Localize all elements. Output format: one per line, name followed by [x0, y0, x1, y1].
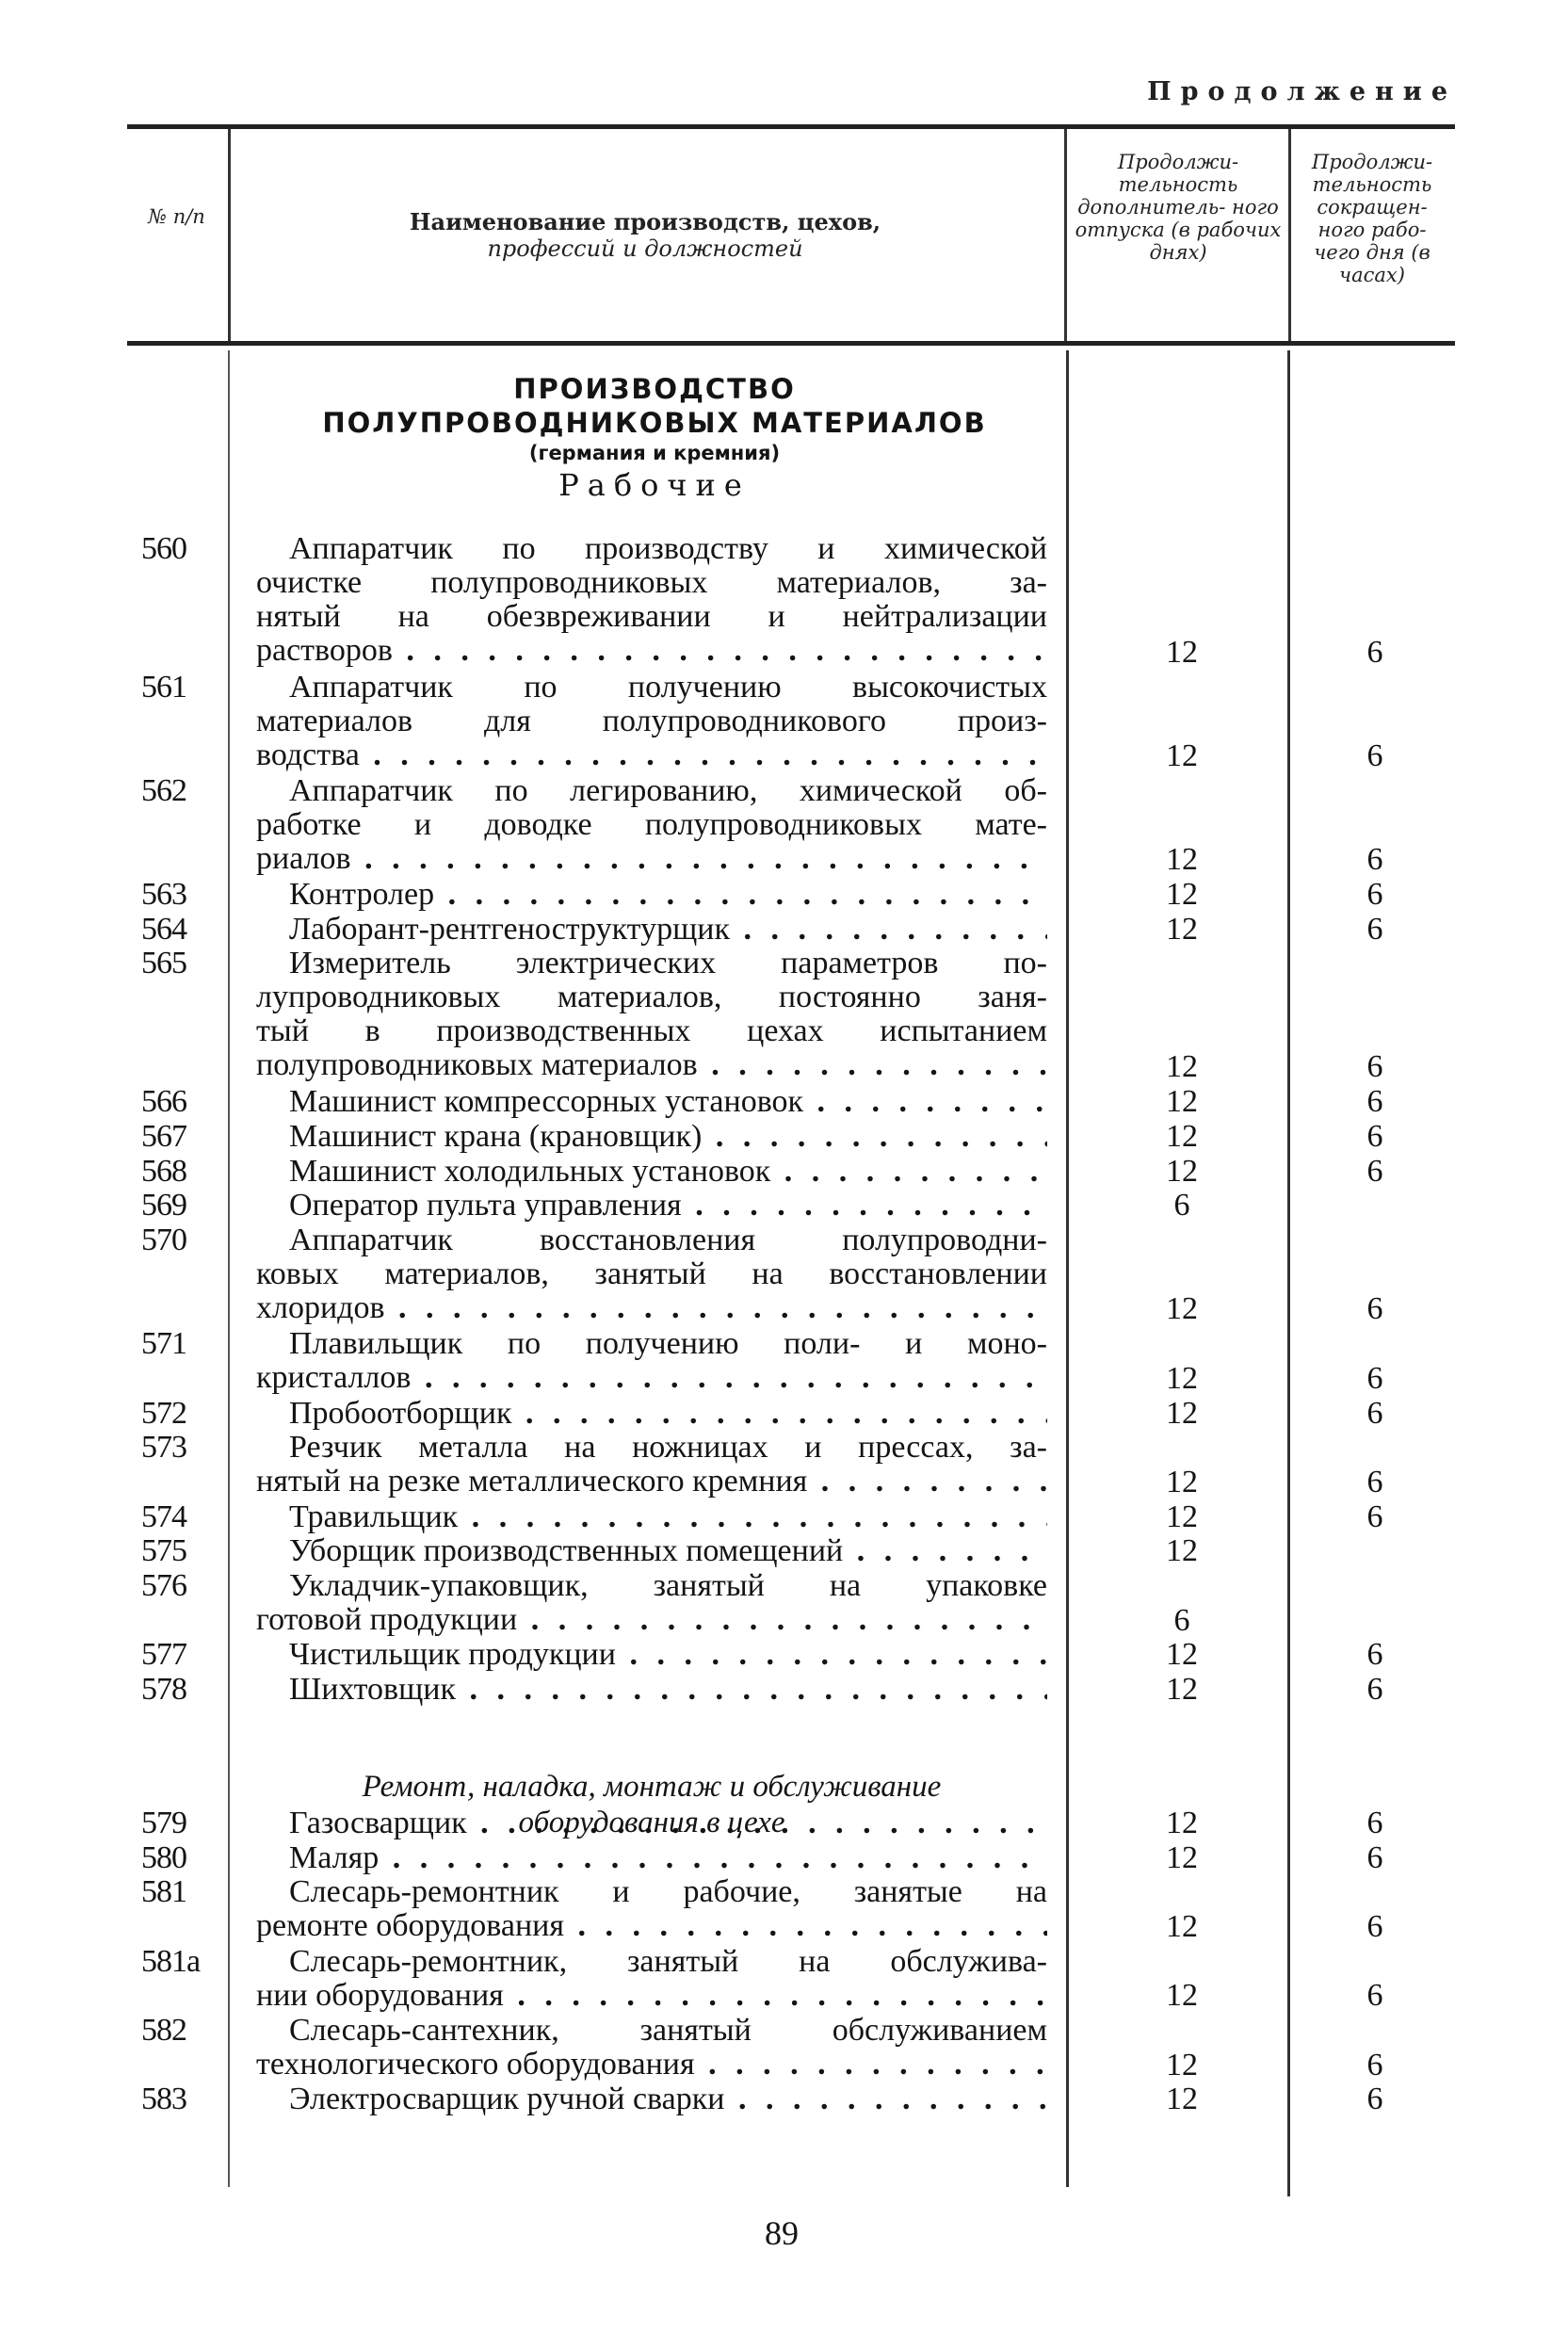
continuation-label: Продолжение — [1147, 77, 1457, 106]
short-day-hours: 6 — [1366, 1908, 1383, 1944]
occupation-line: Машинист крана (крановщик) . . . — [256, 1120, 1047, 1154]
section-title-line1: ПРОИЗВОДСТВО — [513, 373, 796, 405]
short-day-hours: 6 — [1366, 738, 1383, 774]
extra-leave-days: 12 — [1166, 1360, 1198, 1396]
header-name-line2: профессий и должностей — [487, 235, 803, 262]
occupation-line: Машинист компрессорных установок . . . — [256, 1085, 1047, 1119]
occupation-line: риалов . . . — [256, 842, 1047, 876]
header-name — [231, 209, 1059, 262]
short-day-hours: 6 — [1366, 1153, 1383, 1189]
occupation-line: Машинист холодильных установок . . . — [256, 1155, 1047, 1189]
body-divider-1 — [228, 350, 230, 2187]
row-number: 568 — [141, 1153, 186, 1189]
occupation-name — [256, 1431, 1047, 1499]
body-divider-2 — [1066, 350, 1069, 2187]
short-day-hours: 6 — [1366, 1395, 1383, 1431]
occupation-name — [256, 878, 1047, 912]
extra-leave-days: 6 — [1173, 1602, 1190, 1638]
occupation-name — [256, 1397, 1047, 1431]
occupation-line: нятый на обезвреживании и нейтрализации — [256, 600, 1047, 634]
extra-leave-days: 12 — [1166, 877, 1198, 912]
occupation-name — [256, 1223, 1047, 1325]
row-number: 570 — [141, 1223, 186, 1257]
occupation-line: Электросварщик ручной сварки . . . — [256, 2082, 1047, 2116]
section-title — [240, 372, 1069, 504]
row-number: 577 — [141, 1637, 186, 1673]
short-day-hours: 6 — [1366, 1464, 1383, 1499]
occupation-line: Шихтовщик . . . — [256, 1673, 1047, 1707]
extra-leave-days: 12 — [1166, 2082, 1198, 2117]
section-title-line2: ПОЛУПРОВОДНИКОВЫХ МАТЕРИАЛОВ — [322, 407, 987, 439]
page-number: 89 — [765, 2214, 799, 2252]
row-number: 569 — [141, 1188, 186, 1223]
occupation-line: Оператор пульта управления . . . — [256, 1189, 1047, 1223]
occupation-name — [256, 913, 1047, 947]
occupation-line: кристаллов . . . — [256, 1361, 1047, 1395]
occupation-name — [256, 1120, 1047, 1154]
header-divider-3 — [1288, 129, 1291, 341]
occupation-line: Лаборант-рентгеноструктурщик . . . — [256, 913, 1047, 947]
row-number: 578 — [141, 1672, 186, 1708]
extra-leave-days: 12 — [1166, 842, 1198, 878]
occupation-line: Аппаратчик по производству и химической — [289, 532, 1047, 566]
extra-leave-days: 12 — [1166, 1153, 1198, 1189]
extra-leave-days: 12 — [1166, 1908, 1198, 1944]
occupation-line: Слесарь-ремонтник и рабочие, занятые на — [289, 1875, 1047, 1910]
occupation-line: Плавильщик по получению поли- и моно- — [289, 1327, 1047, 1362]
occupation-line: Контролер . . . — [256, 878, 1047, 912]
occupation-name — [256, 1327, 1047, 1395]
extra-leave-days: 12 — [1166, 1464, 1198, 1499]
short-day-hours: 6 — [1366, 1978, 1383, 2014]
occupation-name — [256, 1673, 1047, 1707]
subsection-title-line1: Ремонт, наладка, монтаж и обслуживание — [362, 1770, 942, 1804]
occupation-line: Уборщик производственных помещений . . . — [256, 1534, 1047, 1568]
extra-leave-days: 12 — [1166, 1839, 1198, 1875]
occupation-line: водства . . . — [256, 738, 1047, 772]
row-number: 561 — [141, 669, 186, 705]
extra-leave-days: 6 — [1173, 1188, 1190, 1223]
row-number: 573 — [141, 1430, 186, 1466]
row-number: 582 — [141, 2013, 186, 2048]
occupation-line: тый в производственных цехах испытанием — [256, 1014, 1047, 1049]
workers-heading: Рабочие — [558, 467, 751, 503]
row-number: 579 — [141, 1805, 186, 1840]
extra-leave-days: 12 — [1166, 1049, 1198, 1085]
occupation-name — [256, 2014, 1047, 2082]
occupation-line: Укладчик-упаковщик, занятый на упаковке — [289, 1569, 1047, 1603]
occupation-name — [256, 1841, 1047, 1875]
short-day-hours: 6 — [1366, 2082, 1383, 2117]
occupation-line: нии оборудования . . . — [256, 1979, 1047, 2013]
row-number: 576 — [141, 1568, 186, 1603]
occupation-line: лупроводниковых материалов, постоянно заня- — [256, 980, 1047, 1015]
occupation-name — [256, 2082, 1047, 2116]
extra-leave-days: 12 — [1166, 1978, 1198, 2014]
extra-leave-days: 12 — [1166, 1637, 1198, 1673]
occupation-line: ремонте оборудования . . . — [256, 1909, 1047, 1943]
short-day-hours: 6 — [1366, 877, 1383, 912]
short-day-hours: 6 — [1366, 635, 1383, 671]
short-day-hours: 6 — [1366, 1637, 1383, 1673]
extra-leave-days: 12 — [1166, 1672, 1198, 1708]
row-number: 581а — [141, 1943, 201, 1979]
occupation-line: хлоридов . . . — [256, 1291, 1047, 1325]
row-number: 583 — [141, 2082, 186, 2117]
extra-leave-days: 12 — [1166, 911, 1198, 947]
extra-leave-days: 12 — [1166, 1805, 1198, 1840]
row-number: 572 — [141, 1395, 186, 1431]
occupation-line: Газосварщик . . . — [256, 1806, 1047, 1840]
extra-leave-days: 12 — [1166, 635, 1198, 671]
row-number: 560 — [141, 531, 186, 566]
short-day-hours: 6 — [1366, 1839, 1383, 1875]
short-day-hours: 6 — [1366, 842, 1383, 878]
header-extra-leave: Продолжи- тельность дополнитель- ного отпуска (в рабочих днях) — [1075, 151, 1282, 264]
extra-leave-days: 12 — [1166, 1118, 1198, 1154]
occupation-line: Аппаратчик по получению высокочистых — [289, 670, 1047, 705]
occupation-line: Маляр . . . — [256, 1841, 1047, 1875]
row-number: 575 — [141, 1533, 186, 1569]
short-day-hours: 6 — [1366, 1360, 1383, 1396]
occupation-name — [256, 1534, 1047, 1568]
short-day-hours: 6 — [1366, 1291, 1383, 1327]
occupation-name — [256, 1189, 1047, 1223]
row-number: 565 — [141, 946, 186, 981]
row-number: 566 — [141, 1084, 186, 1120]
extra-leave-days: 12 — [1166, 1084, 1198, 1120]
occupation-line: полупроводниковых материалов . . . — [256, 1048, 1047, 1082]
occupation-name — [256, 532, 1047, 668]
occupation-name — [256, 1638, 1047, 1672]
extra-leave-days: 12 — [1166, 738, 1198, 774]
occupation-line: растворов . . . — [256, 634, 1047, 668]
occupation-line: очистке полупроводниковых материалов, за- — [256, 566, 1047, 600]
short-day-hours: 6 — [1366, 1084, 1383, 1120]
occupation-line: Резчик металла на ножницах и прессах, за- — [289, 1431, 1047, 1466]
occupation-line: Чистильщик продукции . . . — [256, 1638, 1047, 1672]
occupation-line: Аппаратчик по легированию, химической об- — [289, 773, 1047, 808]
header-name-line1: Наименование производств, цехов, — [409, 208, 881, 235]
row-number: 562 — [141, 772, 186, 808]
occupation-line: материалов для полупроводникового произ- — [256, 704, 1047, 738]
occupation-name — [256, 1500, 1047, 1534]
short-day-hours: 6 — [1366, 2047, 1383, 2082]
occupation-line: работке и доводке полупроводниковых мате- — [256, 807, 1047, 842]
short-day-hours: 6 — [1366, 1049, 1383, 1085]
extra-leave-days: 12 — [1166, 1499, 1198, 1534]
row-number: 563 — [141, 877, 186, 912]
row-number: 574 — [141, 1499, 186, 1534]
occupation-line: Аппаратчик восстановления полупроводни- — [289, 1223, 1047, 1257]
extra-leave-days: 12 — [1166, 2047, 1198, 2082]
occupation-name — [256, 1569, 1047, 1637]
occupation-line: Травильщик . . . — [256, 1500, 1047, 1534]
row-number: 564 — [141, 911, 186, 947]
header-bottom-rule — [127, 341, 1455, 346]
occupation-line: Пробоотборщик . . . — [256, 1397, 1047, 1431]
row-number: 571 — [141, 1326, 186, 1362]
row-number: 580 — [141, 1839, 186, 1875]
occupation-name — [256, 671, 1047, 772]
header-number: № п/п — [148, 205, 205, 228]
header-short-day: Продолжи- тельность сокращен- ного рабо- чего дня (в часах) — [1311, 151, 1433, 286]
short-day-hours: 6 — [1366, 1118, 1383, 1154]
occupation-line: нятый на резке металлического кремния . . . — [256, 1465, 1047, 1499]
short-day-hours: 6 — [1366, 1499, 1383, 1534]
occupation-line: ковых материалов, занятый на восстановлении — [256, 1257, 1047, 1291]
body-divider-3 — [1287, 350, 1290, 2196]
table-top-rule — [127, 124, 1455, 129]
occupation-name — [256, 1155, 1047, 1189]
extra-leave-days: 12 — [1166, 1291, 1198, 1327]
short-day-hours: 6 — [1366, 1805, 1383, 1840]
short-day-hours: 6 — [1366, 911, 1383, 947]
occupation-name — [256, 1085, 1047, 1119]
occupation-line: готовой продукции . . . — [256, 1603, 1047, 1637]
occupation-line: технологического оборудования . . . — [256, 2048, 1047, 2082]
subsection-title-line2: оборудования в цехе — [518, 1806, 785, 1839]
section-title-line3: (германия и кремния) — [528, 442, 781, 464]
subsection-title — [256, 1769, 1047, 1840]
extra-leave-days: 12 — [1166, 1533, 1198, 1569]
row-number: 581 — [141, 1874, 186, 1910]
occupation-line: Слесарь-ремонтник, занятый на обслужива- — [289, 1944, 1047, 1979]
short-day-hours: 6 — [1366, 1672, 1383, 1708]
occupation-name — [256, 1875, 1047, 1943]
occupation-name — [256, 774, 1047, 876]
occupation-name — [256, 947, 1047, 1082]
header-divider-2 — [1064, 129, 1067, 341]
occupation-line: Слесарь-сантехник, занятый обслуживанием — [289, 2014, 1047, 2048]
occupation-line: Измеритель электрических параметров по- — [289, 947, 1047, 981]
occupation-name — [256, 1945, 1047, 2013]
extra-leave-days: 12 — [1166, 1395, 1198, 1431]
row-number: 567 — [141, 1118, 186, 1154]
